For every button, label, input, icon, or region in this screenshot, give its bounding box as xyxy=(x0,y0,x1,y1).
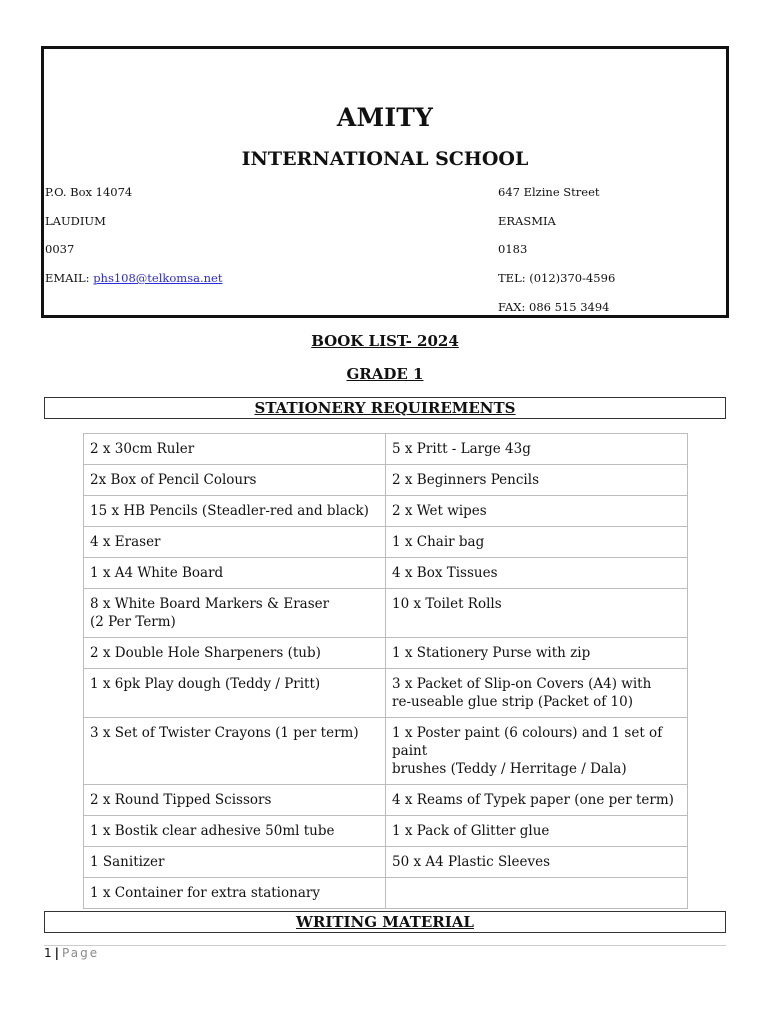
left-postal-code: 0037 xyxy=(45,242,75,256)
item-right xyxy=(386,878,688,909)
right-suburb: ERASMIA xyxy=(498,214,556,228)
table-row xyxy=(84,847,688,878)
table-row xyxy=(84,434,688,465)
email-line xyxy=(45,271,222,285)
item-right: 4 x Reams of Typek paper (one per term) xyxy=(386,785,688,816)
footer-divider xyxy=(44,945,726,946)
school-header-box xyxy=(41,46,729,318)
table-row xyxy=(84,816,688,847)
table-row xyxy=(84,878,688,909)
item-right: 1 x Pack of Glitter glue xyxy=(386,816,688,847)
fax: FAX: 086 515 3494 xyxy=(498,300,610,314)
email-link[interactable]: phs108@telkomsa.net xyxy=(93,271,223,285)
stationery-table-body xyxy=(84,434,688,909)
table-row xyxy=(84,785,688,816)
email-label: EMAIL: xyxy=(45,271,94,285)
item-left: 4 x Eraser xyxy=(84,527,386,558)
page-number: 1 xyxy=(44,946,52,960)
item-right: 1 x Chair bag xyxy=(386,527,688,558)
item-left: 1 Sanitizer xyxy=(84,847,386,878)
stationery-heading: STATIONERY REQUIREMENTS xyxy=(44,397,726,419)
table-row xyxy=(84,638,688,669)
item-left: 1 x A4 White Board xyxy=(84,558,386,589)
street-address: 647 Elzine Street xyxy=(498,185,600,199)
page-label: Page xyxy=(62,946,100,960)
left-suburb: LAUDIUM xyxy=(45,214,106,228)
table-row xyxy=(84,496,688,527)
writing-material-heading: WRITING MATERIAL xyxy=(44,911,726,933)
item-right: 1 x Poster paint (6 colours) and 1 set of paint brushes (Teddy / Herritage / Dala) xyxy=(386,718,688,785)
item-left: 2 x Round Tipped Scissors xyxy=(84,785,386,816)
table-row xyxy=(84,558,688,589)
grade-heading: GRADE 1 xyxy=(346,365,424,383)
item-left: 1 x Container for extra stationary xyxy=(84,878,386,909)
page-footer xyxy=(44,946,99,960)
item-left: 15 x HB Pencils (Steadler-red and black) xyxy=(84,496,386,527)
item-right: 4 x Box Tissues xyxy=(386,558,688,589)
book-list-title: BOOK LIST- 2024 xyxy=(311,332,459,350)
table-row xyxy=(84,527,688,558)
item-right: 5 x Pritt - Large 43g xyxy=(386,434,688,465)
right-postal-code: 0183 xyxy=(498,242,528,256)
footer-separator: | xyxy=(54,946,60,960)
item-right: 2 x Wet wipes xyxy=(386,496,688,527)
stationery-table xyxy=(83,433,688,909)
item-left: 1 x 6pk Play dough (Teddy / Pritt) xyxy=(84,669,386,718)
item-left: 8 x White Board Markers & Eraser (2 Per Term) xyxy=(84,589,386,638)
item-right: 3 x Packet of Slip-on Covers (A4) with re-useable glue strip (Packet of 10) xyxy=(386,669,688,718)
table-row xyxy=(84,589,688,638)
item-left: 2 x 30cm Ruler xyxy=(84,434,386,465)
po-box: P.O. Box 14074 xyxy=(45,185,133,199)
telephone: TEL: (012)370-4596 xyxy=(498,271,616,285)
item-left: 2x Box of Pencil Colours xyxy=(84,465,386,496)
table-row xyxy=(84,669,688,718)
table-row xyxy=(84,465,688,496)
school-name: AMITY xyxy=(336,103,434,132)
item-left: 1 x Bostik clear adhesive 50ml tube xyxy=(84,816,386,847)
school-subtitle: INTERNATIONAL SCHOOL xyxy=(241,148,529,170)
item-left: 2 x Double Hole Sharpeners (tub) xyxy=(84,638,386,669)
table-row xyxy=(84,718,688,785)
item-right: 2 x Beginners Pencils xyxy=(386,465,688,496)
item-right: 1 x Stationery Purse with zip xyxy=(386,638,688,669)
item-left: 3 x Set of Twister Crayons (1 per term) xyxy=(84,718,386,785)
item-right: 10 x Toilet Rolls xyxy=(386,589,688,638)
item-right: 50 x A4 Plastic Sleeves xyxy=(386,847,688,878)
